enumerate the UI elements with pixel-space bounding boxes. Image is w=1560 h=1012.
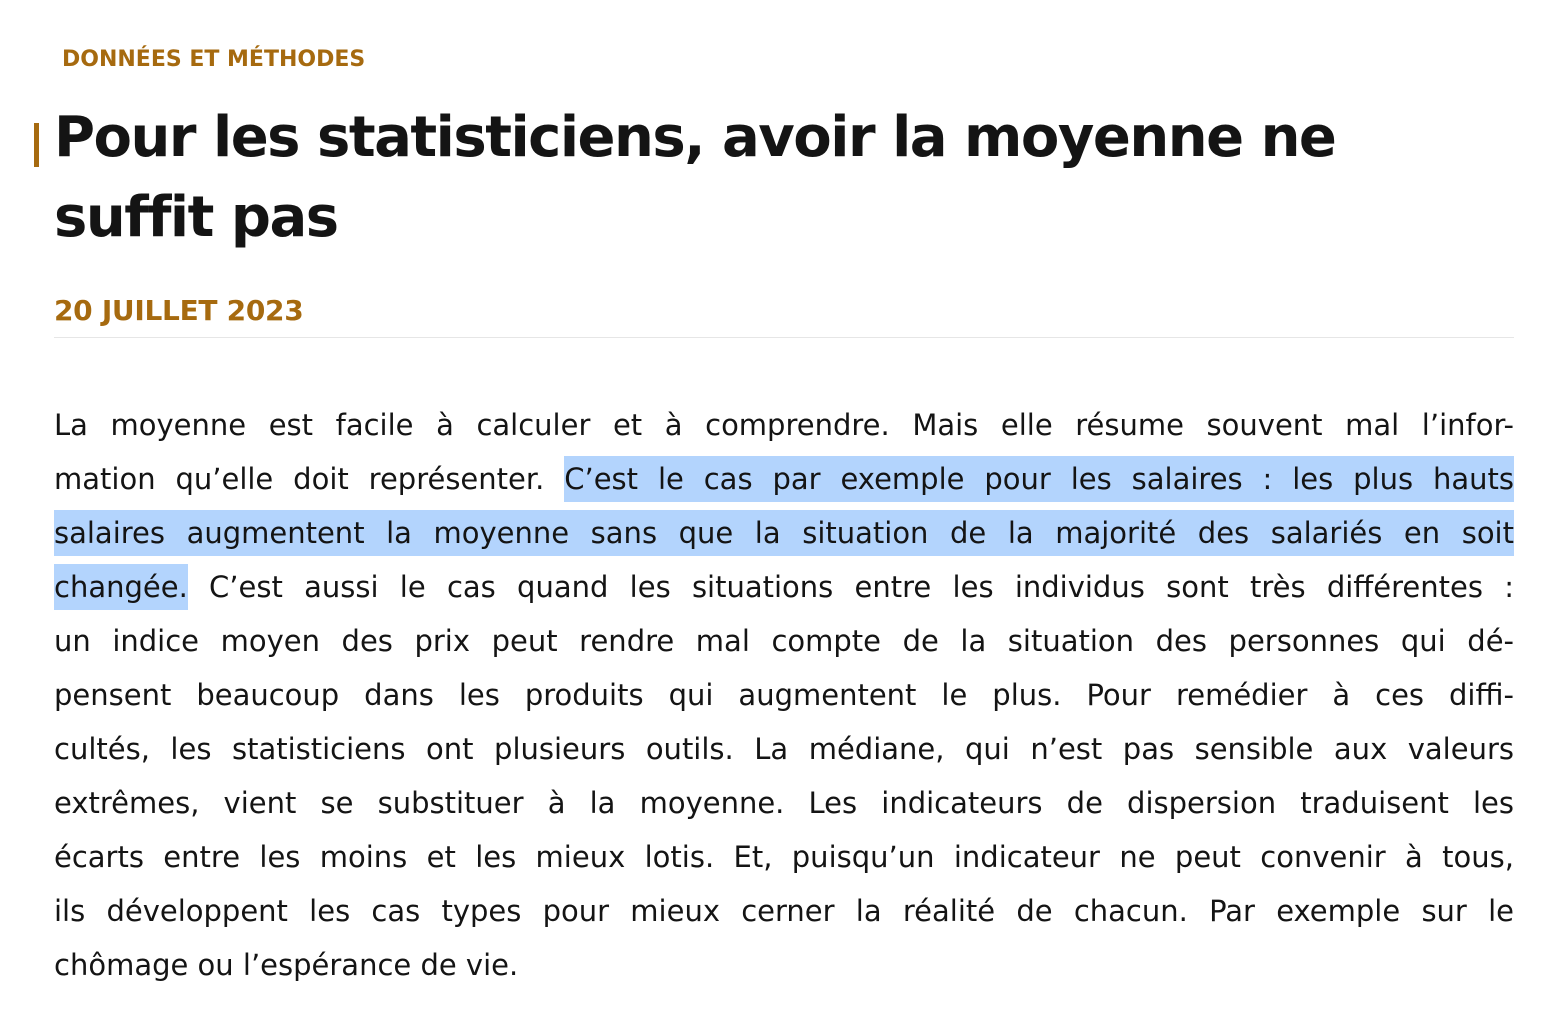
selected-text: changée.: [54, 564, 188, 610]
body-line: pensent beaucoup dans les produits qui augmentent le plus. Pour remédier à ces diffi-: [54, 678, 1514, 712]
article-title: [54, 98, 1474, 258]
title-line-1: Pour les statisticiens, avoir la moyenne ne: [54, 105, 1336, 170]
body-text-plain: C’est aussi le cas quand les situations entre les individus sont très différentes :: [187, 570, 1514, 604]
body-line-last: chômage ou l’espérance de vie.: [54, 948, 519, 982]
category-label[interactable]: DONNÉES ET MÉTHODES: [62, 47, 366, 72]
body-line: [54, 560, 1514, 614]
body-line: La moyenne est facile à calculer et à comprendre. Mais elle résume souvent mal l’infor-: [54, 408, 1514, 442]
body-line: extrêmes, vient se substituer à la moyenne. Les indicateurs de dispersion traduisent les: [54, 786, 1514, 820]
body-line: écarts entre les moins et les mieux lotis. Et, puisqu’un indicateur ne peut convenir à tous,: [54, 840, 1514, 874]
title-line-2: suffit pas: [54, 185, 338, 250]
body-line: [54, 506, 1514, 560]
header-divider: [54, 337, 1514, 338]
article-body[interactable]: [54, 398, 1514, 992]
body-line: ils développent les cas types pour mieux cerner la réalité de chacun. Par exemple sur le: [54, 894, 1514, 928]
title-accent-bar: [34, 123, 39, 167]
body-text-plain: mation qu’elle doit représenter.: [54, 462, 565, 496]
body-line: [54, 452, 1514, 506]
selected-text: salaires augmentent la moyenne sans que la situation de la majorité des salariés en soit: [54, 510, 1514, 556]
body-line: cultés, les statisticiens ont plusieurs outils. La médiane, qui n’est pas sensible aux valeurs: [54, 732, 1514, 766]
article-date: 20 JUILLET 2023: [54, 294, 304, 327]
body-line: un indice moyen des prix peut rendre mal compte de la situation des personnes qui dé-: [54, 624, 1514, 658]
selected-text: C’est le cas par exemple pour les salaires : les plus hauts: [564, 456, 1514, 502]
